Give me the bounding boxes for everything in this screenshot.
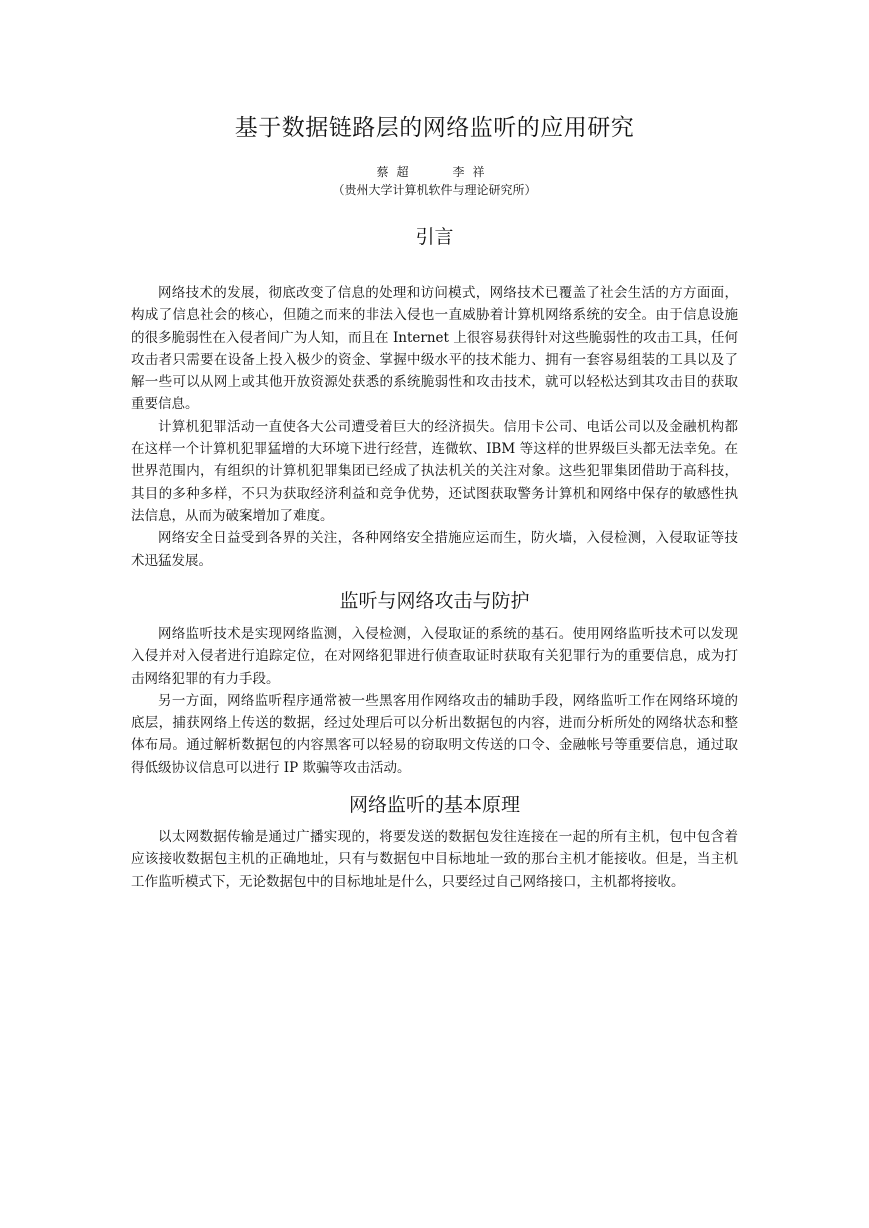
author-line xyxy=(0,164,869,180)
paragraph: 以太网数据传输是通过广播实现的，将要发送的数据包发往连接在一起的所有主机，包中包含着应该接收数据包主机的正确地址，只有与数据包中目标地址一致的那台主机才能接收。但是，当主机工作监听模式下，无论数据包中的目标地址是什么，只要经过自己网络接口，主机都将接收。 xyxy=(131,829,738,890)
author-name: 李祥 xyxy=(452,165,493,179)
author-name: 蔡超 xyxy=(376,165,417,179)
section-heading: 引言 xyxy=(415,226,454,248)
paragraph: 网络技术的发展，彻底改变了信息的处理和访问模式，网络技术已覆盖了社会生活的方方面面，构成了信息社会的核心，但随之而来的非法入侵也一直威胁着计算机网络系统的安全。由于信息设施的很多脆弱性在入侵者间广为人知，而且在 Internet 上很容易获得针对这些脆弱性的攻击工具，任何攻击者只需要在设备上投入极少的资金、掌握中级水平的技术能力、拥有一套容易组装的工具以及了解一些可以从网上或其他开放资源处获悉的系统脆弱性和攻击技术，就可以轻松达到其攻击目的获取重要信息。 xyxy=(131,285,738,413)
paragraph: 另一方面，网络监听程序通常被一些黑客用作网络攻击的辅助手段，网络监听工作在网络环境的底层，捕获网络上传送的数据，经过处理后可以分析出数据包的内容，进而分析所处的网络状态和整体布局。通过解析数据包的内容黑客可以轻易的窃取明文传送的口令、金融帐号等重要信息，通过取得低级协议信息可以进行 IP 欺骗等攻击活动。 xyxy=(131,692,738,776)
section-body xyxy=(131,826,738,893)
section-heading: 网络监听的基本原理 xyxy=(348,794,520,816)
section-body xyxy=(131,282,738,572)
paragraph: 网络监听技术是实现网络监测，入侵检测，入侵取证的系统的基石。使用网络监听技术可以发现入侵并对入侵者进行追踪定位，在对网络犯罪进行侦查取证时获取有关犯罪行为的重要信息，成为打击网络犯罪的有力手段。 xyxy=(131,626,738,687)
section-heading: 监听与网络攻击与防护 xyxy=(339,590,530,612)
paper-title: 基于数据链路层的网络监听的应用研究 xyxy=(234,115,635,141)
section-body xyxy=(131,623,738,779)
author-affiliation: （贵州大学计算机软件与理论研究所） xyxy=(332,183,537,197)
paragraph: 计算机犯罪活动一直使各大公司遭受着巨大的经济损失。信用卡公司、电话公司以及金融机构都在这样一个计算机犯罪猛增的大环境下进行经营，连微软、IBM 等这样的世界级巨头都无法幸免。在世界范围内，有组织的计算机犯罪集团已经成了执法机关的关注对象。这些犯罪集团借助于高科技，其目的多种多样，不只为获取经济利益和竞争优势，还试图获取警务计算机和网络中保存的敏感性执法信息，从而为破案增加了难度。 xyxy=(131,418,738,524)
paragraph: 网络安全日益受到各界的关注，各种网络安全措施应运而生，防火墙，入侵检测，入侵取证等技术迅猛发展。 xyxy=(131,530,738,569)
